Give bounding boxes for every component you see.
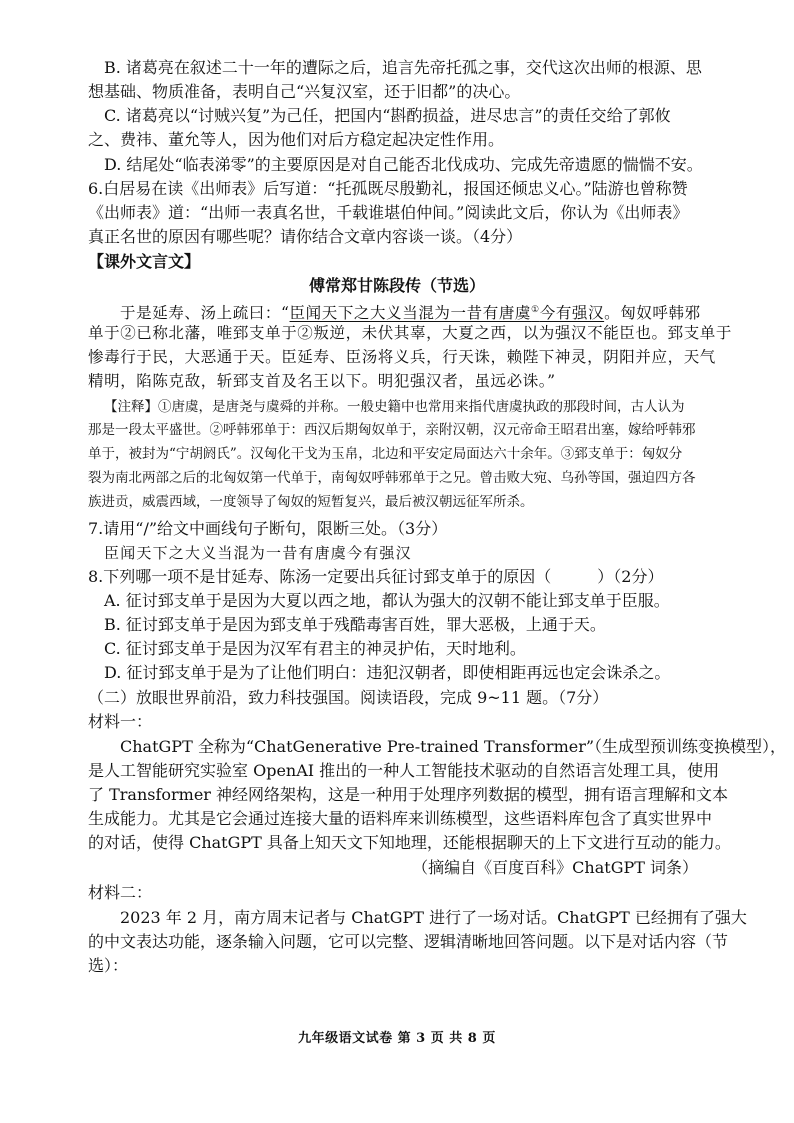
q5-option-d: D. 结尾处“临表涕零”的主要原因是对自己能否北伐成功、完成先帝遗愿的惴惴不安。 [104,155,703,174]
page-footer: 九年级语文试卷 第 3 页 共 8 页 [298,1031,496,1046]
material2-line2: 的中文表达功能，逐条输入问题，它可以完整、逻辑清晰地回答问题。以下是对话内容（节 [88,932,729,951]
passage-para2: 单于②已称北藩，唯郅支单于②叛逆，未伏其辜，大夏之西，以为强汉不能臣也。郅支单于 [88,324,733,342]
q5-option-b-line1: B. 诸葛亮在叙述二十一年的遭际之后，追言先帝托孤之事，交代这次出师的根源、思 [104,58,702,77]
notes-line4: 裂为南北两部之后的北匈奴第一代单于，南匈奴呼韩邪单于之兄。曾击败大宛、乌孙等国，强迫四方各 [88,470,696,486]
material2-label: 材料二： [88,883,153,902]
notes-line5: 族进贡，威震西域，一度领导了匈奴的短暂复兴，最后被汉朝远征军所杀。 [88,494,534,510]
q6-line3: 真正名世的原因有哪些呢？请你结合文章内容谈一谈。（4分） [88,227,523,246]
passage-text: 于是延寿、汤上疏曰：“ [120,304,290,323]
q7-sentence: 臣闻天下之大义当混为一昔有唐虞今有强汉 [104,544,412,562]
material2-line3: 选）： [88,956,129,975]
notes-line1: 【注释】①唐虞，是唐尧与虞舜的并称。一般史籍中也常用来指代唐虞执政的那段时间，古人认为 [104,399,685,415]
q7-prompt: 7.请用“/”给文中画线句子断句，限断三处。（3分） [88,519,448,538]
part2-heading: （二）放眼世界前沿，致力科技强国。阅读语段，完成 9~11 题。（7分） [88,688,609,707]
q5-option-c-line2: 之、费祎、董允等人，因为他们对后方稳定起决定性作用。 [88,130,505,149]
q8-option-a: A. 征讨郅支单于是因为大夏以西之地，都认为强大的汉朝不能让郅支单于臣服。 [104,591,670,610]
material1-line5: 的对话，使得 ChatGPT 具备上知天文下知地理，还能根据聊天的上下文进行互动的能力。 [88,833,731,852]
q8-option-d: D. 征讨郅支单于是为了让他们明白：违犯汉朝者，即使相距再远也定会诛杀之。 [104,663,671,682]
notes-line2: 那是一段太平盛世。②呼韩邪单于：西汉后期匈奴单于，亲附汉朝，汉元帝命王昭君出塞，嫁给呼韩邪 [88,422,696,438]
material1-line1: ChatGPT 全称为“ChatGenerative Pre-trained Transformer”（生成型预训练变换模型）， [120,737,787,756]
passage-text: 。匈奴呼韩邪 [604,304,701,323]
notes-line3: 单于，被封为“宁胡阏氏”。汉匈化干戈为玉帛，北边和平安定局面达六十余年。③郅支单于：匈奴分 [88,446,683,462]
q5-option-c-line1: C. 诸葛亮以“讨贼兴复”为己任，把国内“斟酌损益，进尽忠言”的责任交给了郭攸 [104,106,671,125]
section-heading-extra: 【课外文言文】 [88,252,201,271]
q8-option-b: B. 征讨郅支单于是因为郅支单于残酷毒害百姓，罪大恶极，上通于天。 [104,615,606,634]
q6-line1: 6.白居易在读《出师表》后写道：“托孤既尽殷勤礼，报国还倾忠义心。”陆游也曾称赞 [88,179,688,198]
material1-line3: 了 Transformer 神经网络架构，这是一种用于处理序列数据的模型，拥有语言理解和文本 [88,785,729,804]
q5-option-b-line2: 想基础、物质准备，表明自己“兴复汉室，还于旧都”的决心。 [88,82,521,101]
underlined-sentence: 臣闻天下之大义当混为一昔有唐虞①今有强汉 [289,304,605,323]
material2-line1: 2023 年 2 月，南方周末记者与 ChatGPT 进行了一场对话。ChatGPT 已经拥有了强大 [120,908,747,927]
footnote-marker: ① [531,305,540,315]
passage-title: 傅常郑甘陈段传（节选） [308,276,485,295]
passage-para3: 惨毒行于民，大恶通于天。臣延寿、臣汤将义兵，行天诛，赖陛下神灵，阴阳并应，天气 [88,348,716,366]
material1-line4: 生成能力。尤其是它会通过连接大量的语料库来训练模型，这些语料库包含了真实世界中 [88,809,713,828]
material1-line2: 是人工智能研究实验室 OpenAI 推出的一种人工智能技术驱动的自然语言处理工具，使用 [88,761,720,780]
q8-option-c: C. 征讨郅支单于是因为汉军有君主的神灵护佑，天时地利。 [104,639,526,658]
material1-source: （摘编自《百度百科》ChatGPT 词条） [412,858,698,877]
q8-prompt: 8.下列哪一项不是甘延寿、陈汤一定要出兵征讨郅支单于的原因（ ）（2分） [88,567,664,586]
q6-line2: 《出师表》道：“出师一表真名世，千载谁堪伯仲间。”阅读此文后，你认为《出师表》 [88,203,689,222]
passage-para4: 精明，陷陈克敌，斩郅支首及名王以下。明犯强汉者，虽远必诛。” [88,372,556,390]
material1-label: 材料一： [88,712,153,731]
passage-para1 [120,299,701,324]
